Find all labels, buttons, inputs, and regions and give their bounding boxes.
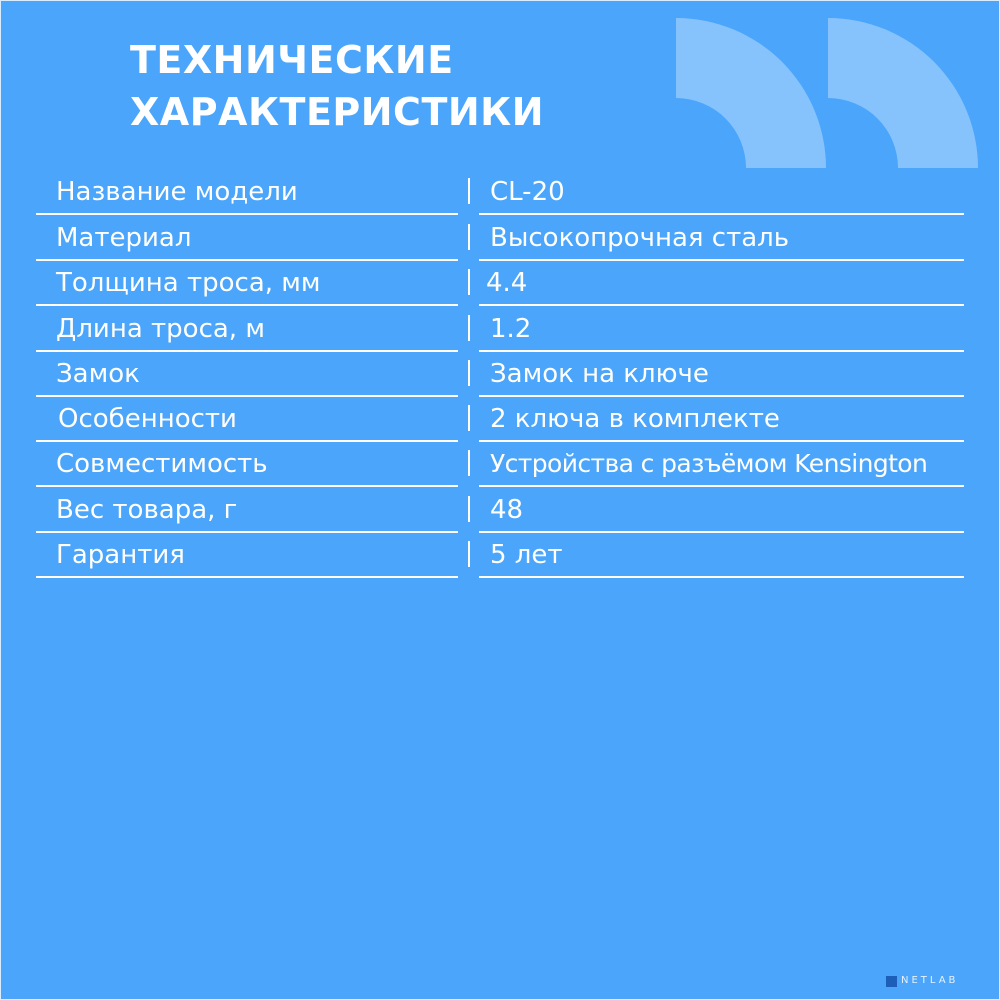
logo-text: NETLAB [901,975,959,986]
spec-label: Длина троса, м [56,314,265,344]
spec-row-lock [0,352,1000,397]
spec-value: Замок на ключе [490,359,709,389]
row-underline-right [479,576,964,578]
column-divider [468,496,470,522]
spec-value: Устройства с разъёмом Kensington [490,449,928,478]
row-underline-right [479,485,964,487]
spec-value: Высокопрочная сталь [490,223,790,253]
page-title-line-1: ТЕХНИЧЕСКИЕ [130,38,454,82]
spec-label: Совместимость [56,449,268,479]
column-divider [468,450,470,476]
row-underline-left [36,304,458,306]
spec-value: 4.4 [486,268,528,298]
page-title [130,34,544,138]
row-underline-right [479,304,964,306]
spec-row-compatibility [0,442,1000,487]
spec-value: CL-20 [490,177,565,207]
column-divider [468,360,470,386]
spec-label: Вес товара, г [56,495,238,525]
spec-label: Название модели [56,177,298,207]
page-title-line-2: ХАРАКТЕРИСТИКИ [130,90,545,134]
row-underline-left [36,576,458,578]
column-divider [468,178,470,204]
netlab-logo [886,974,958,988]
spec-label: Толщина троса, мм [56,268,321,298]
row-underline-left [36,213,458,215]
spec-row-material [0,216,1000,261]
square-logo-icon [886,976,897,987]
spec-value: 5 лет [490,540,563,570]
column-divider [468,269,470,295]
spec-value: 48 [490,495,524,525]
column-divider [468,405,470,431]
spec-row-warranty [0,533,1000,578]
spec-label: Гарантия [56,540,185,570]
spec-label: Материал [56,223,192,253]
column-divider [468,315,470,341]
spec-label: Замок [56,359,140,389]
spec-label: Особенности [58,404,237,434]
spec-row-cable-thickness [0,261,1000,306]
spec-row-model [0,170,1000,215]
spec-row-features [0,397,1000,442]
row-underline-right [479,213,964,215]
spec-row-weight [0,488,1000,533]
row-underline-left [36,485,458,487]
column-divider [468,224,470,250]
column-divider [468,541,470,567]
spec-value: 2 ключа в комплекте [490,404,780,434]
spec-row-cable-length [0,307,1000,352]
spec-value: 1.2 [490,314,532,344]
